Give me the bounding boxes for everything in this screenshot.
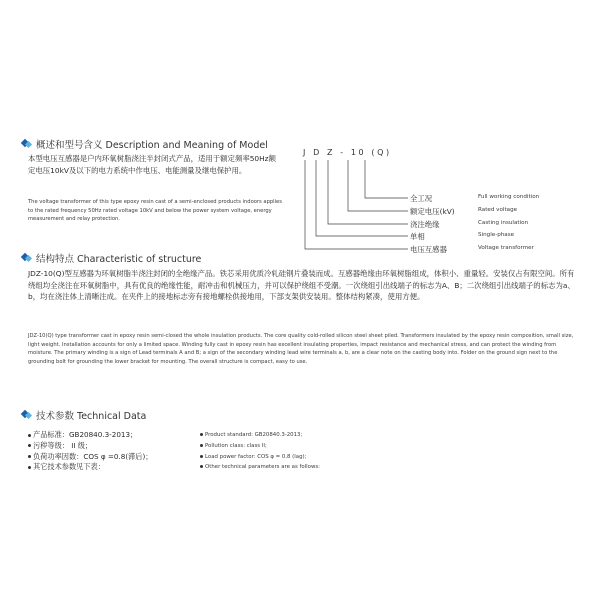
model-row-en: Voltage transformer <box>478 245 534 251</box>
section-title: 结构特点 Characteristic of structure <box>36 254 202 265</box>
bullet-icon <box>200 433 203 436</box>
bullet-icon <box>28 434 31 437</box>
bullet-icon <box>200 465 203 468</box>
model-row-cn: 全工况 <box>410 194 433 203</box>
model-row-en: Single-phase <box>478 232 515 238</box>
section-title: 概述和型号含义 Description and Meaning of Model <box>36 140 268 151</box>
model-row-cn: 额定电压(kV) <box>410 207 455 216</box>
description-cn-paragraph: 本型电压互感器是户内环氧树脂浇注半封闭式产品，适用于额定频率50Hz额定电压10kV及以下的电力系统中作电压、电能测量及继电保护用。 <box>28 154 276 175</box>
list-item: 负荷功率因数：COS φ =0.8(滞后)； <box>28 452 153 463</box>
tree-line-0 <box>365 160 408 198</box>
tree-line-2 <box>328 160 408 224</box>
section-header-structure <box>22 251 201 265</box>
technical-data-cn-list <box>28 430 153 473</box>
bullet-icon <box>200 444 203 447</box>
list-item: 污秽等级： II 级； <box>28 441 153 452</box>
list-item: 产品标准：GB20840.3-2013； <box>28 430 153 441</box>
list-item: 其它技术参数见下表： <box>28 462 153 473</box>
model-row-en: Rated voltage <box>478 207 518 213</box>
bullet-icon <box>28 444 31 447</box>
list-item: Other technical parameters are as follows: <box>200 462 320 473</box>
tree-line-1 <box>348 160 408 211</box>
model-row-en: Full working condition <box>478 194 540 200</box>
bullet-icon <box>28 455 31 458</box>
list-item: Product standard: GB20840.3-2013; <box>200 430 320 441</box>
section-title: 技术参数 Technical Data <box>36 411 147 422</box>
list-item: Load power factor: COS φ = 0.8 (lag); <box>200 452 320 463</box>
structure-cn-paragraph: JDZ-10(Q)型互感器为环氧树脂半浇注封闭的全绝缘产品。铁芯采用优质冷轧硅钢片叠装而成。互感器绝缘由环氧树脂组成，体积小、重量轻。安装仅占有限空间。所有绕组均全浇注在环氧树脂中，具有优良的绝缘性能，耐冲击和机械压力，并可以保护绕组不受潮。一次绕组引出线端子的标志为A、B；二次绕组引出线端子的标志为a、b，均在浇注体上清晰注成。在夹件上的接地标志旁有接地螺栓供接地用，下部支架供安装用。整体结构紧凑，使用方便。 <box>28 269 575 301</box>
technical-data-en-list <box>200 430 320 473</box>
model-row-cn: 单相 <box>410 232 425 241</box>
bullet-icon <box>200 455 203 458</box>
structure-en-paragraph: JDZ-10(Q) type transformer cast in epoxy resin semi-closed the whole insulation products. The core quality cold-rolled silicon steel sheet piled. Transformers insulated by the epoxy resin composition, small size, light weight. Installation accounts for only a limited space. Winding fully cast in epoxy resin has excellent insulating properties, impact resistance and mechanical stress, and can protect the winding from moisture. The primary winding is a sign of Lead terminals A and B; a sign of the secondary winding lead wire terminals a, b, are a clear note on the casting body into. Folder on the ground sign next to the grounding bolt for grounding the lower bracket for mounting. The overall structure is compact, easy to use. <box>28 333 574 365</box>
section-header-technical-data <box>22 408 146 422</box>
description-en-paragraph: The voltage transformer of this type epoxy resin cast of a semi-enclosed products indoors applies to the rated frequency 50Hz rated voltage 10kV and below the power system voltage, energy measurement and relay protection. <box>28 199 282 223</box>
model-code: J D Z - 10 (Q) <box>303 148 392 157</box>
diamond-bullet-icon <box>22 410 32 420</box>
model-row-cn: 浇注绝缘 <box>410 220 440 229</box>
diamond-bullet-icon <box>22 253 32 263</box>
model-row-en: Casting insulation <box>478 220 529 226</box>
model-row-cn: 电压互感器 <box>410 245 447 254</box>
bullet-icon <box>28 466 31 469</box>
list-item: Pollution class: class II; <box>200 441 320 452</box>
